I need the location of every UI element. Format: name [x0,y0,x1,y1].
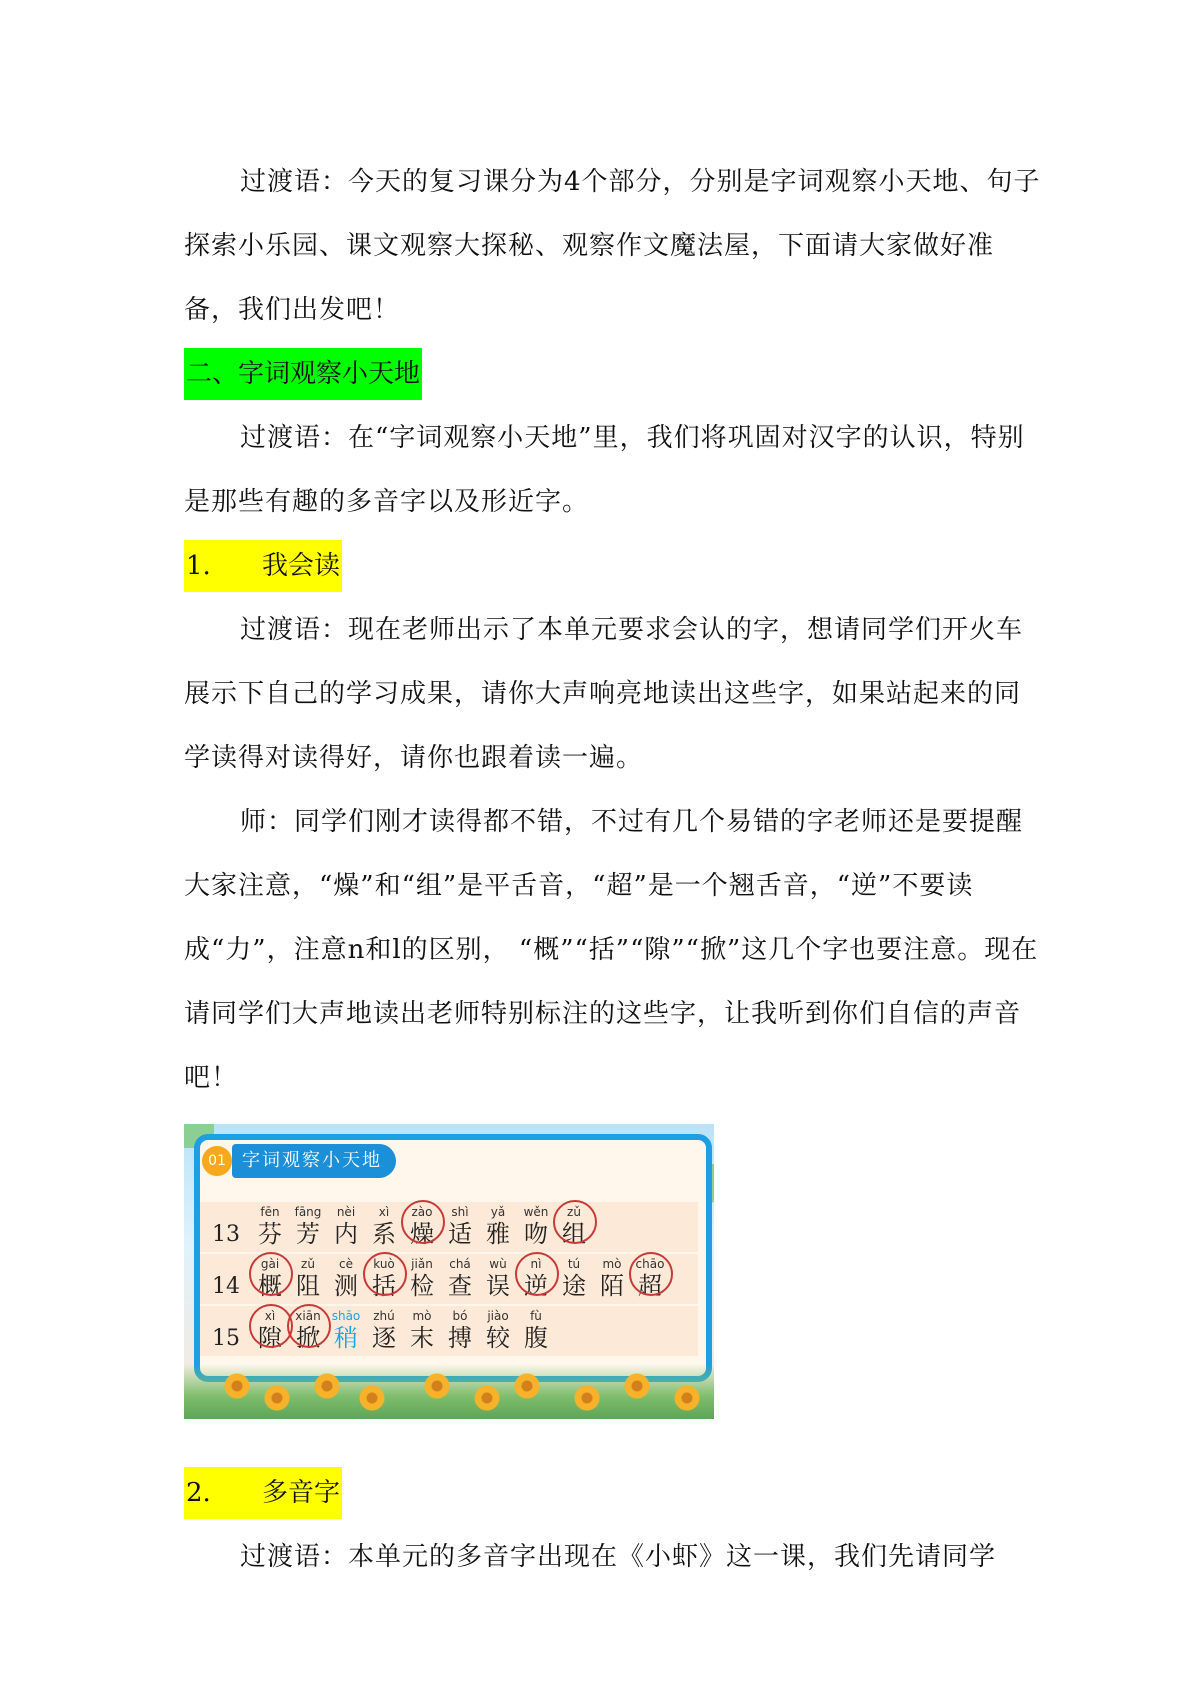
pinyin: shāo [331,1309,361,1323]
row-number: 14 [212,1274,240,1299]
character-cell [290,1308,326,1352]
row-number: 13 [212,1222,240,1247]
flower-icon [314,1373,340,1399]
character-cell [480,1256,516,1300]
character-cell [480,1204,516,1248]
pinyin: zhú [373,1309,395,1323]
subsection-title: 我会读 [262,551,341,581]
flower-icon [224,1373,250,1399]
pinyin: mò [602,1257,622,1271]
hanzi: 系 [372,1220,396,1248]
hanzi: 途 [562,1272,586,1300]
pinyin: mò [412,1309,432,1323]
character-cell [328,1308,364,1352]
subsection-heading-2 [184,1467,342,1519]
hanzi: 雅 [486,1220,510,1248]
character-cell [404,1204,440,1248]
character-cell [632,1256,668,1300]
highlight-circle [363,1252,407,1296]
character-cell [366,1204,402,1248]
hanzi: 查 [448,1272,472,1300]
pinyin: kuò [373,1257,395,1271]
document-body [184,150,1044,1589]
character-cell [442,1256,478,1300]
hanzi: 芬 [258,1220,282,1248]
flower-icon [624,1373,650,1399]
flower-icon [514,1373,540,1399]
hanzi: 逆 [524,1272,548,1300]
pinyin: zào [411,1205,433,1219]
pinyin: gài [260,1257,280,1271]
pinyin: chá [449,1257,471,1271]
hanzi: 组 [562,1220,586,1248]
hanzi: 测 [334,1272,358,1300]
hanzi: 检 [410,1272,434,1300]
pinyin: shì [451,1205,469,1219]
hanzi: 较 [486,1324,510,1352]
hanzi: 燥 [410,1220,434,1248]
highlight-circle [287,1304,331,1348]
pinyin: fāng [294,1205,322,1219]
character-cell [290,1204,326,1248]
character-cell [594,1256,630,1300]
hanzi: 搏 [448,1324,472,1352]
hanzi: 误 [486,1272,510,1300]
paragraph-transition-4: 过渡语：本单元的多音字出现在《小虾》这一课，我们先请同学 [240,1542,997,1572]
hanzi: 括 [372,1272,396,1300]
pinyin: xiān [295,1309,321,1323]
subsection-number: 1. [186,551,211,581]
lesson-slide-image [184,1124,714,1419]
flower-icon [424,1373,450,1399]
character-cell [518,1308,554,1352]
hanzi: 逐 [372,1324,396,1352]
pinyin: wù [489,1257,507,1271]
character-cell [366,1256,402,1300]
character-cell [252,1256,288,1300]
hanzi: 适 [448,1220,472,1248]
pinyin: zǔ [567,1205,581,1219]
hanzi: 阻 [296,1272,320,1300]
character-cell [480,1308,516,1352]
paragraph-teacher: 师：同学们刚才读得都不错，不过有几个易错的字老师还是要提醒大家注意，“燥”和“组”是平舌音，“超”是一个翘舌音，“逆”不要读成“力”，注意n和l的区别， “概”“括”“隙”“掀”这几个字也要注意。现在请同学们大声地读出老师特别标注的这些字，让我听到你们自信的声音吧！ [184,807,1039,1093]
hanzi: 内 [334,1220,358,1248]
pinyin: jiào [487,1309,509,1323]
pinyin: wěn [523,1205,549,1219]
character-cell [442,1308,478,1352]
pinyin: bó [452,1309,468,1323]
hanzi: 吻 [524,1220,548,1248]
character-cell [328,1204,364,1248]
slide-badge-number: 01 [202,1146,232,1176]
subsection-title: 多音字 [262,1478,341,1508]
highlight-circle [553,1200,597,1244]
hanzi: 概 [258,1272,282,1300]
paragraph-transition-3: 过渡语：现在老师出示了本单元要求会认的字，想请同学们开火车展示下自己的学习成果，请你大声响亮地读出这些字，如果站起来的同学读得对读得好，请你也跟着读一遍。 [184,615,1024,773]
paragraph-transition-2: 过渡语：在“字词观察小天地”里，我们将巩固对汉字的认识，特别是那些有趣的多音字以及形近字。 [184,423,1025,517]
flower-icon [574,1385,600,1411]
hanzi: 稍 [334,1324,358,1352]
character-cell [518,1204,554,1248]
subsection-number: 2. [186,1478,211,1508]
pinyin: xì [378,1205,390,1219]
pinyin: fù [530,1309,542,1323]
subsection-heading-1 [184,540,342,592]
pinyin: xì [264,1309,276,1323]
hanzi: 超 [638,1272,662,1300]
flower-icon [474,1385,500,1411]
paragraph-transition-1: 过渡语：今天的复习课分为4个部分，分别是字词观察小天地、句子探索小乐园、课文观察大探秘、观察作文魔法屋，下面请大家做好准备，我们出发吧！ [184,167,1041,325]
character-cell [556,1256,592,1300]
row-number: 15 [212,1326,240,1351]
pinyin: chāo [635,1257,665,1271]
pinyin: jiǎn [411,1257,433,1271]
character-cell [556,1204,592,1248]
character-cell [328,1256,364,1300]
hanzi: 末 [410,1324,434,1352]
character-cell [252,1204,288,1248]
highlight-circle [629,1252,673,1296]
hanzi: 腹 [524,1324,548,1352]
hanzi: 芳 [296,1220,320,1248]
section-heading-2: 二、字词观察小天地 [184,348,422,400]
highlight-circle [401,1200,445,1244]
character-cell [252,1308,288,1352]
pinyin: nì [530,1257,542,1271]
character-cell [442,1204,478,1248]
highlight-circle [249,1252,293,1296]
flower-icon [359,1385,385,1411]
character-cell [404,1308,440,1352]
flower-icon [674,1385,700,1411]
pinyin: yǎ [490,1205,506,1219]
pinyin: tú [567,1257,581,1271]
hanzi: 掀 [296,1324,320,1352]
pinyin: zǔ [301,1257,315,1271]
flower-icon [264,1385,290,1411]
highlight-circle [515,1252,559,1296]
slide-badge-title: 字词观察小天地 [232,1144,396,1178]
character-cell [290,1256,326,1300]
pinyin: nèi [336,1205,356,1219]
character-cell [404,1256,440,1300]
character-cell [518,1256,554,1300]
pinyin: cè [339,1257,353,1271]
pinyin: fēn [260,1205,280,1219]
hanzi: 陌 [600,1272,624,1300]
hanzi: 隙 [258,1324,282,1352]
character-cell [366,1308,402,1352]
